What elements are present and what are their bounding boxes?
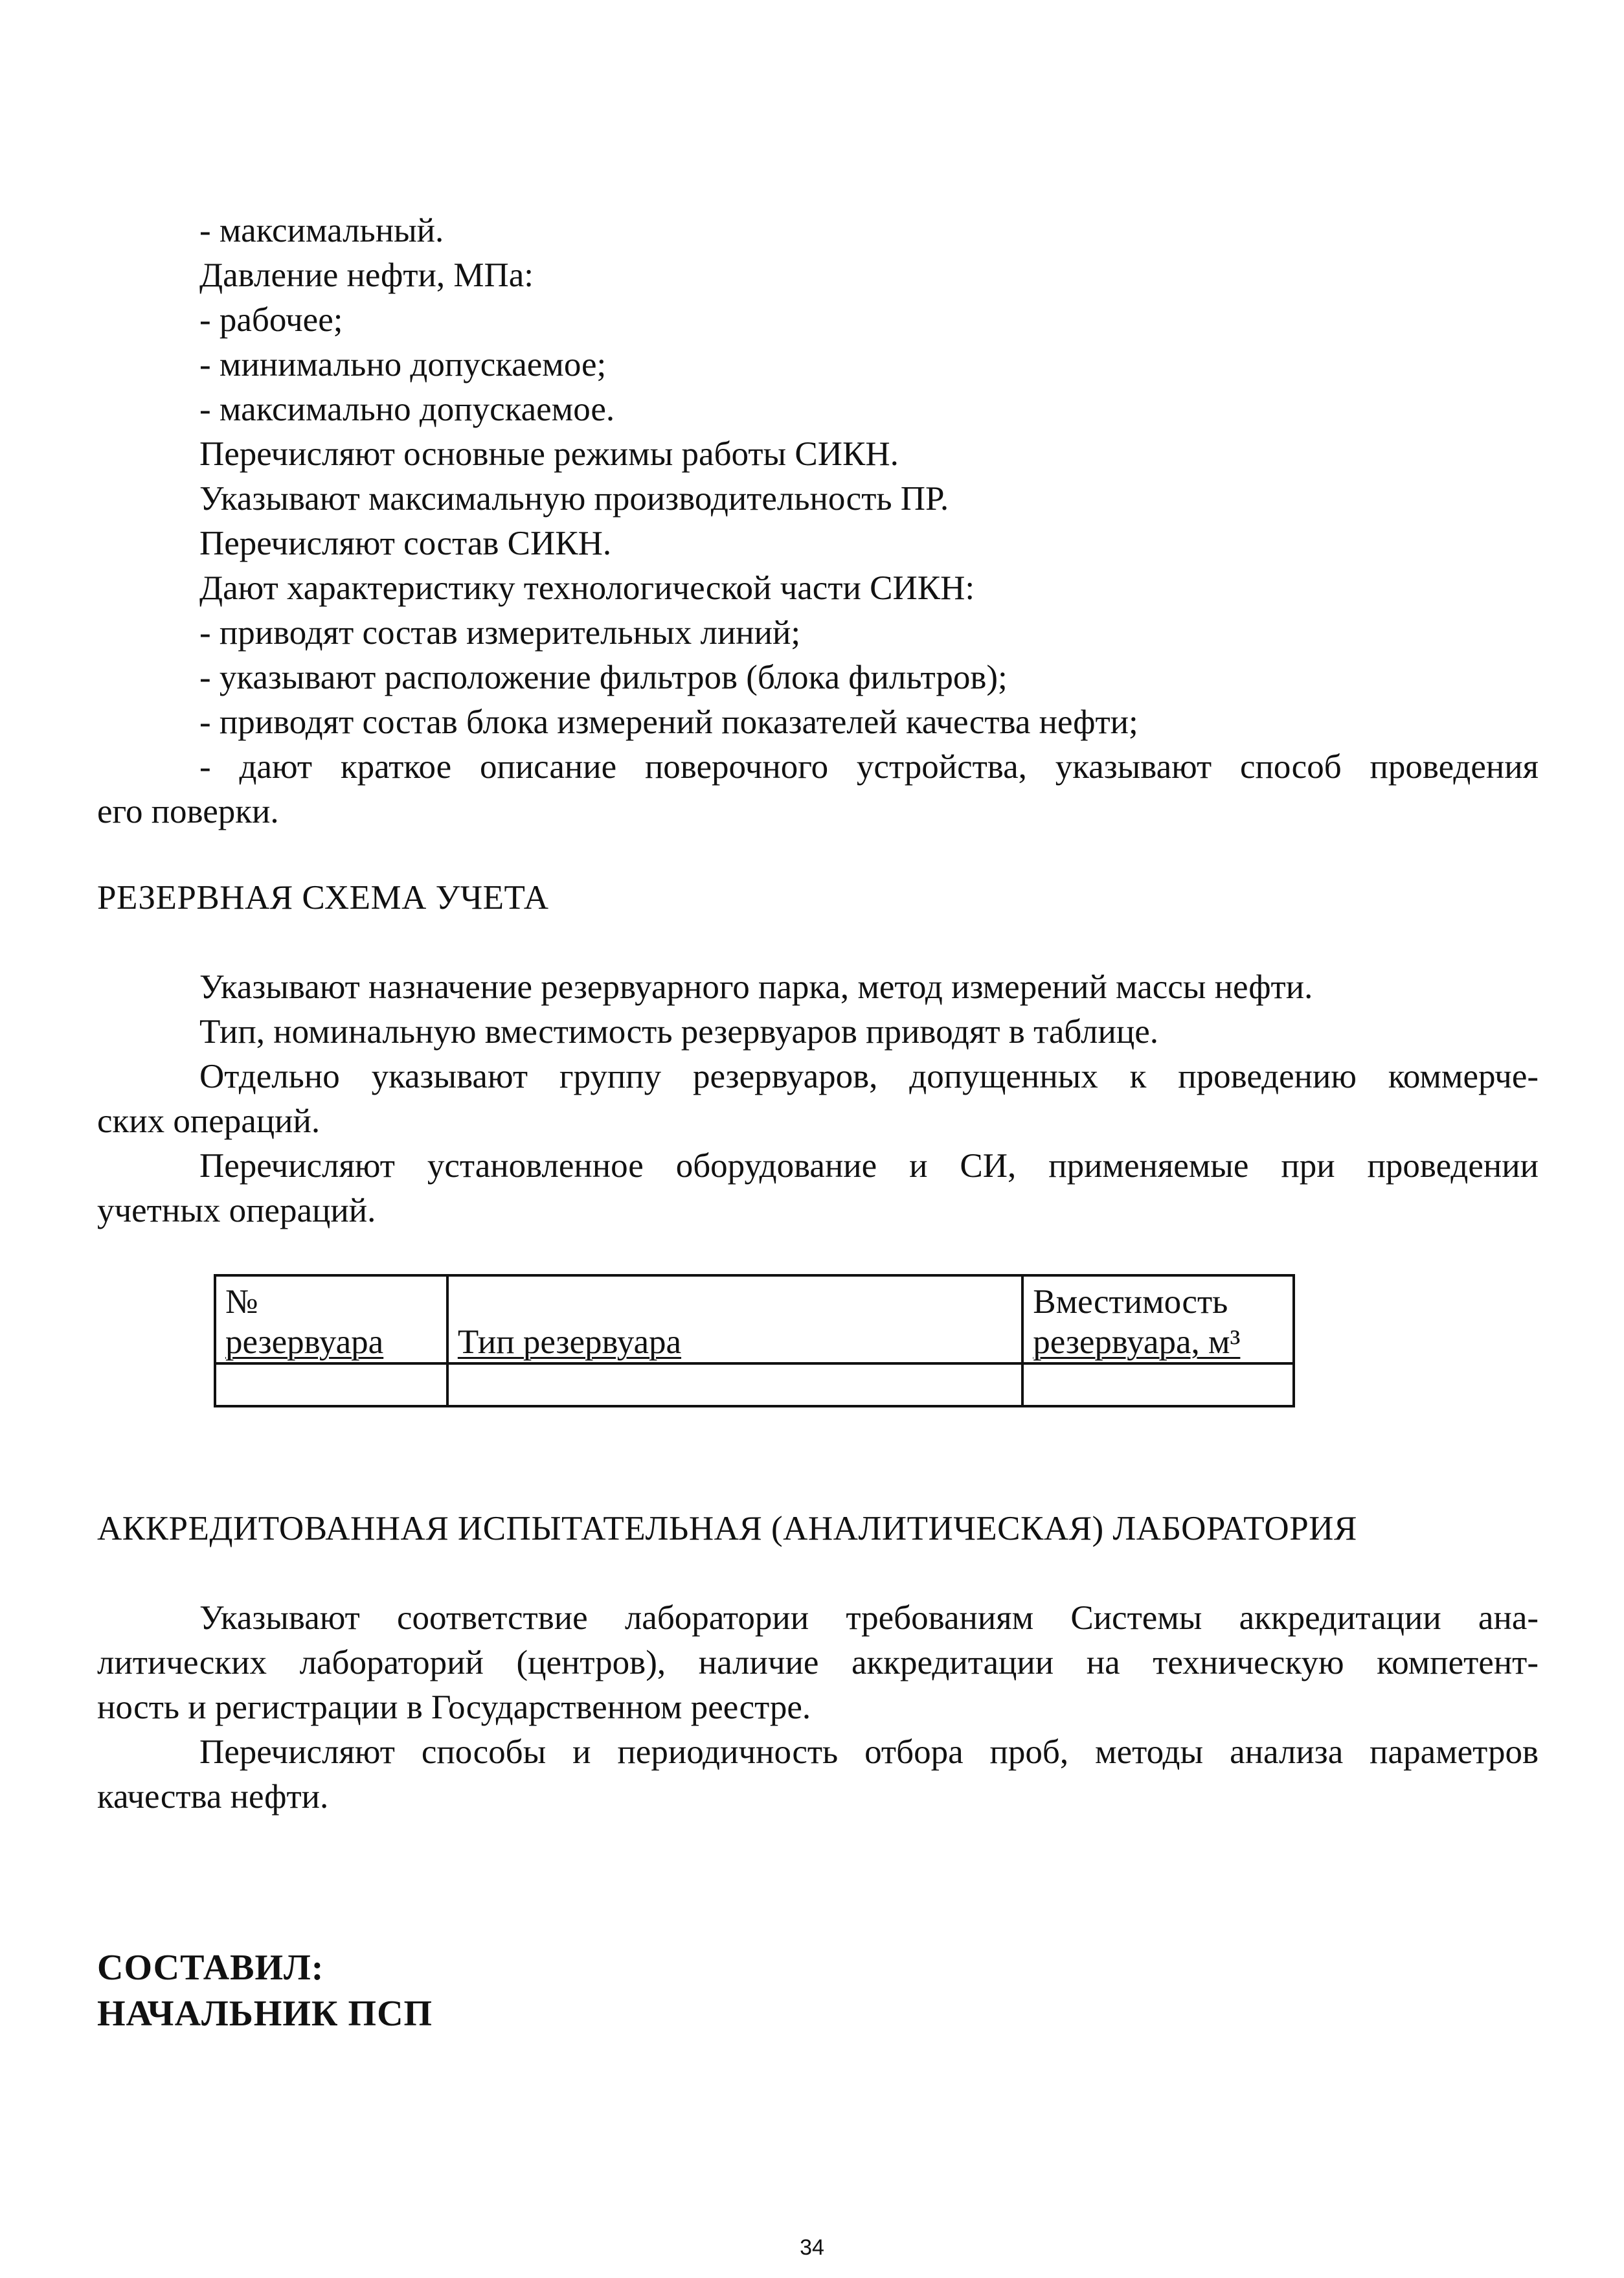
paragraph-line: его поверки. xyxy=(97,793,279,830)
header-cell-line: резервуара, м³ xyxy=(1033,1323,1241,1361)
paragraph-line: ских операций. xyxy=(97,1102,321,1140)
paragraph-line: Перечисляют установленное оборудование и СИ, применяемые при проведении xyxy=(199,1147,1539,1185)
paragraph-line: Указывают назначение резервуарного парка, метод измерений массы нефти. xyxy=(199,968,1313,1006)
paragraph-line: учетных операций. xyxy=(97,1192,376,1229)
paragraph-line: литических лабораторий (центров), наличие аккредитации на техническую компетент- xyxy=(97,1644,1539,1681)
table-header-row xyxy=(215,1275,1294,1363)
header-cell-line: резервуара xyxy=(225,1323,384,1361)
header-cell-capacity xyxy=(1022,1275,1294,1363)
header-cell-line: Вместимость xyxy=(1033,1283,1228,1321)
paragraph-line: Перечисляют способы и периодичность отбора проб, методы анализа параметров xyxy=(199,1733,1539,1771)
tank-table xyxy=(214,1274,1295,1407)
list-item: Указывают максимальную производительность ПР. xyxy=(199,480,949,518)
list-item: Перечисляют состав СИКН. xyxy=(199,525,612,562)
paragraph-line: Указывают соответствие лаборатории требованиям Системы аккредитации ана- xyxy=(199,1599,1539,1637)
list-item: - приводят состав блока измерений показателей качества нефти; xyxy=(199,703,1138,741)
page-number: 34 xyxy=(800,2235,824,2260)
list-item: - приводят состав измерительных линий; xyxy=(199,614,801,652)
table-cell xyxy=(447,1363,1022,1406)
list-item: - указывают расположение фильтров (блока фильтров); xyxy=(199,659,1008,696)
header-cell-line: № xyxy=(225,1283,258,1321)
list-item: - максимальный. xyxy=(199,212,444,249)
paragraph-line: качества нефти. xyxy=(97,1778,329,1816)
table-cell xyxy=(1022,1363,1294,1406)
paragraph-line: Отдельно указывают группу резервуаров, допущенных к проведению коммерче- xyxy=(199,1058,1539,1095)
header-cell-type xyxy=(447,1275,1022,1363)
list-item: - максимально допускаемое. xyxy=(199,391,615,428)
section-heading-lab: АККРЕДИТОВАННАЯ ИСПЫТАТЕЛЬНАЯ (АНАЛИТИЧЕСКАЯ) ЛАБОРАТОРИЯ xyxy=(97,1510,1357,1547)
signature-label: СОСТАВИЛ: xyxy=(97,1948,324,1988)
list-item: - минимально допускаемое; xyxy=(199,346,607,383)
list-item: Давление нефти, МПа: xyxy=(199,256,534,294)
list-item: - рабочее; xyxy=(199,301,343,339)
table-cell xyxy=(215,1363,447,1406)
section-heading-reserve: РЕЗЕРВНАЯ СХЕМА УЧЕТА xyxy=(97,879,549,917)
header-cell-number xyxy=(215,1275,447,1363)
list-item: Перечисляют основные режимы работы СИКН. xyxy=(199,435,899,473)
paragraph-line: ность и регистрации в Государственном реестре. xyxy=(97,1689,811,1726)
paragraph-line: Тип, номинальную вместимость резервуаров приводят в таблице. xyxy=(199,1013,1158,1051)
table-row xyxy=(215,1363,1294,1406)
signature-title: НАЧАЛЬНИК ПСП xyxy=(97,1994,433,2034)
list-item: Дают характеристику технологической части СИКН: xyxy=(199,569,975,607)
paragraph-line: - дают краткое описание поверочного устройства, указывают способ проведения xyxy=(199,748,1539,786)
header-cell-line: Тип резервуара xyxy=(457,1323,682,1361)
